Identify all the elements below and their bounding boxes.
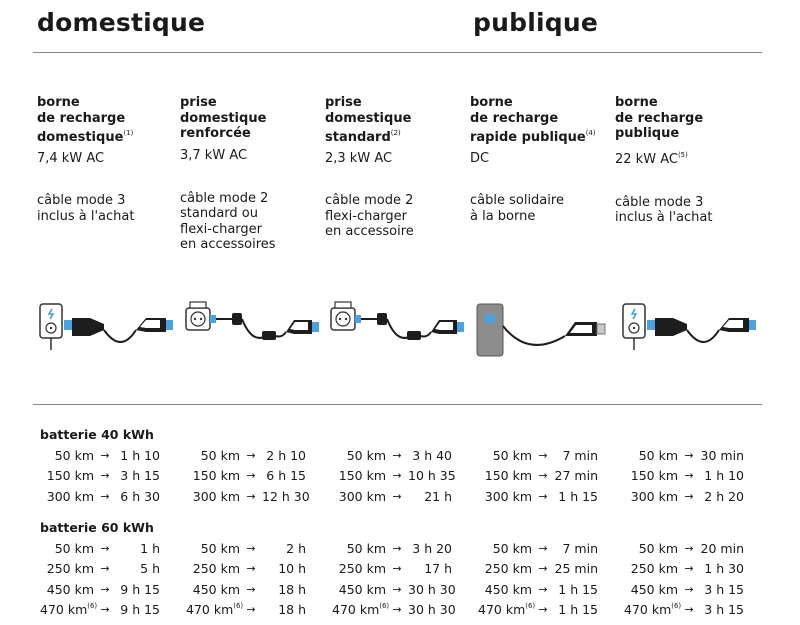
arrow-icon: → bbox=[684, 541, 694, 555]
duration-cell bbox=[40, 448, 186, 463]
charging-column bbox=[180, 95, 320, 253]
duration-cell bbox=[332, 541, 478, 556]
charger-power-value: 3,7 kW AC bbox=[180, 148, 248, 163]
distance-value: 150 km bbox=[46, 468, 94, 484]
duration-cell bbox=[40, 489, 186, 504]
duration-value: 1 h 15 bbox=[558, 581, 598, 597]
charging-column bbox=[470, 95, 610, 224]
charger-power-value: 22 kW AC bbox=[615, 152, 678, 167]
duration-cell bbox=[186, 561, 332, 576]
distance-value: 250 km bbox=[192, 561, 240, 577]
duration-cell bbox=[624, 602, 770, 617]
distance-value: 300 km bbox=[630, 488, 678, 504]
duration-value: 18 h bbox=[278, 581, 306, 597]
distance-value: 250 km bbox=[46, 561, 94, 577]
battery-40-table bbox=[40, 427, 770, 507]
duration-cell bbox=[186, 448, 332, 463]
duration-value: 1 h 15 bbox=[558, 488, 598, 504]
arrow-icon: → bbox=[392, 469, 402, 483]
cable-info-line: câble mode 2 bbox=[325, 193, 414, 208]
distance-value: 50 km bbox=[54, 447, 94, 463]
distance-label bbox=[186, 489, 240, 504]
arrow-icon: → bbox=[538, 562, 548, 576]
charger-name-line: domestique bbox=[325, 110, 412, 126]
distance-label bbox=[40, 489, 94, 504]
table-row bbox=[40, 600, 770, 621]
duration-value: 1 h 10 bbox=[704, 468, 744, 484]
duration-cell bbox=[40, 468, 186, 483]
arrow-icon: → bbox=[246, 582, 256, 596]
distance-label bbox=[40, 582, 94, 597]
arrow-icon: → bbox=[684, 603, 694, 617]
distance-label bbox=[624, 489, 678, 504]
duration-cell bbox=[186, 582, 332, 597]
arrow-icon: → bbox=[392, 448, 402, 462]
footnote-ref: (6) bbox=[379, 602, 390, 611]
charger-power-value: DC bbox=[470, 150, 490, 166]
distance-value: 470 km bbox=[332, 602, 380, 618]
distance-label bbox=[40, 561, 94, 576]
public-wallbox-cable-icon bbox=[619, 296, 759, 362]
distance-label bbox=[40, 602, 98, 618]
header-publique: publique bbox=[473, 8, 598, 37]
charger-power bbox=[615, 148, 755, 168]
charger-name-line: de recharge bbox=[37, 110, 126, 126]
distance-label bbox=[332, 582, 386, 597]
arrow-icon: → bbox=[246, 603, 256, 617]
distance-label bbox=[624, 582, 678, 597]
arrow-icon: → bbox=[100, 603, 110, 617]
charger-name-line: domestique bbox=[180, 110, 267, 126]
arrow-icon: → bbox=[246, 541, 256, 555]
charger-power bbox=[37, 151, 177, 167]
charger-name-line: borne bbox=[615, 95, 658, 110]
arrow-icon: → bbox=[392, 541, 402, 555]
cable-info bbox=[615, 195, 755, 226]
duration-cell bbox=[40, 602, 186, 617]
duration-cell bbox=[332, 582, 478, 597]
cable-info bbox=[325, 193, 465, 240]
duration-cell bbox=[624, 489, 770, 504]
cable-info-line: câble solidaire bbox=[470, 193, 564, 208]
distance-label bbox=[332, 489, 386, 504]
duration-value: 27 min bbox=[554, 468, 598, 484]
arrow-icon: → bbox=[538, 603, 548, 617]
arrow-icon: → bbox=[538, 469, 548, 483]
distance-label bbox=[186, 582, 240, 597]
arrow-icon: → bbox=[538, 582, 548, 596]
cable-info-line: flexi-charger bbox=[180, 221, 263, 237]
charger-name-line: renforcée bbox=[180, 126, 251, 141]
arrow-icon: → bbox=[392, 603, 402, 617]
footnote-ref: (5) bbox=[677, 151, 688, 159]
charger-name bbox=[325, 95, 465, 146]
footnote-ref: (6) bbox=[671, 602, 682, 611]
distance-value: 470 km bbox=[478, 602, 526, 618]
duration-cell bbox=[624, 468, 770, 483]
duration-value: 30 h 30 bbox=[408, 602, 456, 618]
table-row bbox=[40, 559, 770, 580]
battery-60-table bbox=[40, 520, 770, 620]
table-row bbox=[40, 466, 770, 487]
distance-value: 50 km bbox=[492, 540, 532, 556]
charging-column bbox=[325, 95, 465, 240]
distance-value: 50 km bbox=[346, 447, 386, 463]
distance-value: 50 km bbox=[346, 540, 386, 556]
cable-info-line: standard ou bbox=[180, 206, 258, 221]
distance-label bbox=[624, 468, 678, 483]
table-row bbox=[40, 579, 770, 600]
distance-value: 450 km bbox=[338, 581, 386, 597]
duration-value: 10 h 35 bbox=[408, 468, 456, 484]
charger-name-line: borne bbox=[470, 95, 513, 110]
arrow-icon: → bbox=[246, 489, 256, 503]
arrow-icon: → bbox=[684, 489, 694, 503]
arrow-icon: → bbox=[100, 469, 110, 483]
duration-value: 7 min bbox=[562, 540, 598, 556]
distance-label bbox=[478, 561, 532, 576]
footnote-ref: (4) bbox=[585, 129, 596, 137]
cable-info-line: flexi-charger bbox=[325, 208, 408, 224]
distance-label bbox=[332, 448, 386, 463]
cable-info-line: inclus à l'achat bbox=[615, 210, 713, 225]
charger-power-value: 2,3 kW AC bbox=[325, 150, 393, 166]
distance-value: 50 km bbox=[638, 447, 678, 463]
charger-name-line: prise bbox=[325, 95, 362, 110]
distance-value: 300 km bbox=[192, 488, 240, 504]
distance-label bbox=[186, 561, 240, 576]
footnote-ref: (6) bbox=[87, 602, 98, 611]
charger-name-line: prise bbox=[180, 95, 217, 110]
duration-cell bbox=[186, 489, 332, 504]
duration-value: 1 h 15 bbox=[558, 602, 598, 618]
distance-value: 50 km bbox=[200, 540, 240, 556]
wallbox-cable-icon bbox=[36, 296, 176, 362]
duration-cell bbox=[40, 561, 186, 576]
arrow-icon: → bbox=[684, 469, 694, 483]
distance-label bbox=[478, 489, 532, 504]
distance-label bbox=[624, 602, 682, 618]
cable-info-line: câble mode 3 bbox=[37, 193, 126, 208]
arrow-icon: → bbox=[538, 541, 548, 555]
footnote-ref: (6) bbox=[233, 602, 244, 611]
cable-info bbox=[470, 193, 610, 224]
distance-value: 50 km bbox=[200, 447, 240, 463]
battery-title: batterie 40 kWh bbox=[40, 427, 154, 442]
duration-value: 9 h 15 bbox=[120, 581, 160, 597]
arrow-icon: → bbox=[392, 489, 402, 503]
distance-label bbox=[478, 468, 532, 483]
arrow-icon: → bbox=[246, 469, 256, 483]
arrow-icon: → bbox=[100, 448, 110, 462]
distance-label bbox=[478, 582, 532, 597]
cable-info-line: câble mode 3 bbox=[615, 194, 704, 210]
duration-value: 2 h bbox=[286, 540, 306, 556]
charger-name-line: standard bbox=[325, 130, 391, 145]
duration-cell bbox=[478, 541, 624, 556]
top-divider bbox=[33, 52, 762, 53]
duration-value: 1 h 10 bbox=[120, 447, 160, 463]
header-domestique: domestique bbox=[37, 8, 206, 37]
distance-label bbox=[332, 602, 390, 618]
charger-name-line: borne bbox=[37, 95, 80, 110]
cable-info-line: en accessoire bbox=[325, 224, 414, 239]
duration-value: 1 h bbox=[140, 540, 160, 556]
charger-power-value: 7,4 kW AC bbox=[37, 150, 105, 166]
duration-value: 30 min bbox=[700, 447, 744, 463]
duration-value: 18 h bbox=[278, 602, 306, 618]
fast-charger-cable-icon bbox=[473, 296, 613, 362]
distance-label bbox=[332, 468, 386, 483]
arrow-icon: → bbox=[100, 541, 110, 555]
distance-label bbox=[186, 541, 240, 556]
arrow-icon: → bbox=[684, 562, 694, 576]
duration-value: 3 h 15 bbox=[704, 581, 744, 597]
charger-name bbox=[37, 95, 177, 146]
middle-divider bbox=[33, 404, 762, 405]
duration-cell bbox=[478, 561, 624, 576]
distance-label bbox=[186, 448, 240, 463]
duration-cell bbox=[624, 561, 770, 576]
distance-value: 50 km bbox=[638, 540, 678, 556]
reinforced-plug-cable-icon bbox=[182, 296, 322, 362]
distance-value: 150 km bbox=[484, 468, 532, 484]
arrow-icon: → bbox=[100, 562, 110, 576]
duration-value: 17 h bbox=[424, 561, 452, 577]
duration-cell bbox=[478, 489, 624, 504]
charger-name-line: de recharge bbox=[615, 110, 704, 126]
distance-value: 300 km bbox=[484, 488, 532, 504]
duration-value: 6 h 15 bbox=[266, 468, 306, 484]
duration-cell bbox=[186, 602, 332, 617]
standard-plug-cable-icon bbox=[327, 296, 467, 362]
cable-info-line: câble mode 2 bbox=[180, 190, 269, 206]
distance-value: 150 km bbox=[630, 468, 678, 484]
distance-value: 150 km bbox=[192, 468, 240, 484]
duration-cell bbox=[624, 541, 770, 556]
distance-value: 470 km bbox=[40, 602, 88, 618]
duration-value: 12 h 30 bbox=[262, 488, 310, 504]
duration-cell bbox=[332, 561, 478, 576]
duration-value: 30 h 30 bbox=[408, 581, 456, 597]
arrow-icon: → bbox=[538, 448, 548, 462]
duration-value: 21 h bbox=[424, 488, 452, 504]
duration-cell bbox=[478, 582, 624, 597]
distance-label bbox=[624, 448, 678, 463]
duration-value: 3 h 15 bbox=[704, 602, 744, 618]
footnote-ref: (1) bbox=[123, 129, 134, 137]
distance-label bbox=[40, 541, 94, 556]
distance-label bbox=[186, 468, 240, 483]
duration-cell bbox=[40, 541, 186, 556]
arrow-icon: → bbox=[100, 582, 110, 596]
arrow-icon: → bbox=[100, 489, 110, 503]
arrow-icon: → bbox=[246, 562, 256, 576]
distance-value: 50 km bbox=[492, 447, 532, 463]
distance-value: 450 km bbox=[192, 581, 240, 597]
table-row bbox=[40, 486, 770, 507]
cable-info-line: à la borne bbox=[470, 208, 536, 224]
distance-value: 250 km bbox=[630, 561, 678, 577]
arrow-icon: → bbox=[392, 562, 402, 576]
duration-cell bbox=[186, 468, 332, 483]
arrow-icon: → bbox=[538, 489, 548, 503]
duration-cell bbox=[624, 448, 770, 463]
arrow-icon: → bbox=[392, 582, 402, 596]
duration-value: 7 min bbox=[562, 447, 598, 463]
duration-cell bbox=[478, 468, 624, 483]
table-row bbox=[40, 538, 770, 559]
duration-value: 2 h 20 bbox=[704, 488, 744, 504]
distance-label bbox=[186, 602, 244, 618]
distance-value: 150 km bbox=[338, 468, 386, 484]
duration-cell bbox=[332, 602, 478, 617]
distance-label bbox=[332, 561, 386, 576]
distance-value: 450 km bbox=[46, 581, 94, 597]
distance-label bbox=[624, 561, 678, 576]
duration-value: 1 h 30 bbox=[704, 561, 744, 577]
distance-value: 470 km bbox=[186, 602, 234, 618]
charging-column bbox=[37, 95, 177, 224]
duration-value: 10 h bbox=[278, 561, 306, 577]
duration-cell bbox=[478, 448, 624, 463]
duration-value: 9 h 15 bbox=[120, 602, 160, 618]
distance-label bbox=[40, 468, 94, 483]
duration-value: 5 h bbox=[140, 561, 160, 577]
charger-name-line: domestique bbox=[37, 130, 124, 145]
cable-info bbox=[180, 191, 320, 253]
duration-cell bbox=[332, 489, 478, 504]
arrow-icon: → bbox=[684, 582, 694, 596]
arrow-icon: → bbox=[684, 448, 694, 462]
duration-cell bbox=[40, 582, 186, 597]
distance-label bbox=[624, 541, 678, 556]
charger-name-line: de recharge bbox=[470, 110, 559, 126]
charger-name bbox=[180, 95, 320, 143]
charger-name bbox=[470, 95, 610, 146]
distance-label bbox=[332, 541, 386, 556]
duration-cell bbox=[624, 582, 770, 597]
duration-value: 6 h 30 bbox=[120, 488, 160, 504]
distance-label bbox=[40, 448, 94, 463]
cable-info bbox=[37, 193, 177, 224]
duration-value: 2 h 10 bbox=[266, 447, 306, 463]
charger-name-line: publique bbox=[615, 126, 680, 141]
distance-value: 450 km bbox=[484, 581, 532, 597]
duration-cell bbox=[332, 468, 478, 483]
distance-value: 300 km bbox=[46, 488, 94, 504]
charging-column bbox=[615, 95, 755, 226]
table-row bbox=[40, 445, 770, 466]
duration-cell bbox=[186, 541, 332, 556]
distance-value: 250 km bbox=[338, 561, 386, 577]
duration-cell bbox=[478, 602, 624, 617]
charger-name bbox=[615, 95, 755, 143]
charger-power bbox=[470, 151, 610, 167]
duration-value: 3 h 40 bbox=[412, 447, 452, 463]
duration-value: 3 h 15 bbox=[120, 468, 160, 484]
cable-info-line: inclus à l'achat bbox=[37, 208, 135, 224]
charger-name-line: rapide publique bbox=[470, 130, 586, 145]
footnote-ref: (2) bbox=[390, 129, 401, 137]
distance-value: 470 km bbox=[624, 602, 672, 618]
duration-value: 3 h 20 bbox=[412, 540, 452, 556]
distance-value: 450 km bbox=[630, 581, 678, 597]
duration-value: 20 min bbox=[700, 540, 744, 556]
charger-power bbox=[180, 148, 320, 164]
distance-value: 250 km bbox=[484, 561, 532, 577]
distance-label bbox=[478, 541, 532, 556]
battery-title: batterie 60 kWh bbox=[40, 520, 154, 535]
arrow-icon: → bbox=[246, 448, 256, 462]
distance-value: 50 km bbox=[54, 540, 94, 556]
distance-label bbox=[478, 602, 536, 618]
cable-info-line: en accessoires bbox=[180, 237, 276, 252]
charger-power bbox=[325, 151, 465, 167]
duration-cell bbox=[332, 448, 478, 463]
distance-label bbox=[478, 448, 532, 463]
distance-value: 300 km bbox=[338, 488, 386, 504]
footnote-ref: (6) bbox=[525, 602, 536, 611]
duration-value: 25 min bbox=[554, 561, 598, 577]
